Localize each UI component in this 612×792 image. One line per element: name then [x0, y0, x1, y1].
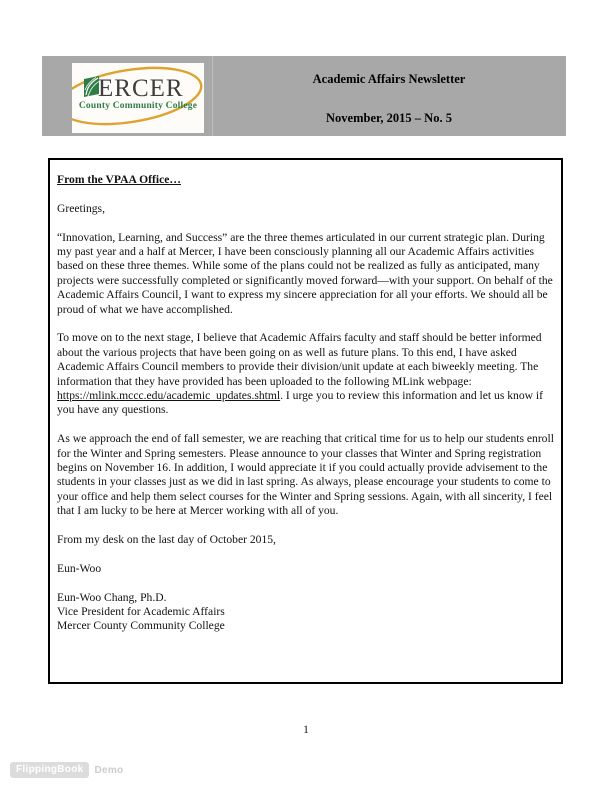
letter-content	[57, 173, 555, 634]
paragraph-2-text-before-link: To move on to the next stage, I believe that Academic Affairs faculty and staff should be better informed about the various projects that have been going on as well as future plans. To this end, I have asked Academic Affairs Council members to provide their division/unit update at each biweekly meeting. The information that they have provided has been uploaded to the following MLink webpage:	[57, 331, 542, 388]
letter-paragraph-3: As we approach the end of fall semester, we are reaching that critical time for us to help our students enroll for the Winter and Spring semesters. Please announce to your classes that Winter and Spring registration begins on November 16. In addition, I would appreciate it if you could actually provide advisement to the students in your classes just as we did in last spring. As always, please encourage your students to come to your office and help them select courses for the Winter and Spring sessions. Again, with all sincerity, I feel that I am lucky to be here at Mercer working with all of you.	[57, 432, 554, 518]
flippingbook-brand-badge[interactable]: FlippingBook	[10, 762, 89, 778]
paragraph-2-text-after-link: . I urge you to review this information and let us know if you have any questions.	[57, 389, 543, 417]
watermark-demo-label: Demo	[94, 764, 124, 776]
flippingbook-watermark[interactable]	[10, 762, 123, 778]
college-logo	[72, 63, 204, 133]
logo-tagline: County Community College	[78, 101, 198, 111]
letter-greeting: Greetings,	[57, 201, 105, 215]
signature-institution: Mercer County Community College	[57, 619, 225, 633]
newsletter-title: Academic Affairs Newsletter	[312, 72, 466, 86]
letter-box	[48, 158, 563, 684]
page-number: 1	[303, 722, 309, 736]
letter-heading: From the VPAA Office…	[57, 173, 181, 186]
letter-paragraph-2	[57, 331, 555, 417]
newsletter-issue-date: November, 2015 – No. 5	[326, 111, 452, 125]
newsletter-header	[42, 56, 566, 136]
letter-paragraph-1: “Innovation, Learning, and Success” are the three themes articulated in our current strategic plan. During my past year and a half at Mercer, I have been consciously planning all our Academic Affairs activities based on these three themes. While some of the plans could not be realized as fully as anticipated, many projects were successfully completed or significantly moved forward—with your support. On behalf of the Academic Affairs Council, I want to express my sincere appreciation for all your efforts. We should all be proud of what we have accomplished.	[57, 230, 553, 316]
mercer-logo-graphic	[72, 63, 204, 133]
letter-closing-line: From my desk on the last day of October 2015,	[57, 533, 276, 547]
letter-signoff-name: Eun-Woo	[57, 561, 102, 575]
signature-name: Eun-Woo Chang, Ph.D.	[57, 590, 167, 604]
signature-title: Vice President for Academic Affairs	[57, 605, 225, 619]
signature-block	[57, 591, 555, 634]
mlink-academic-updates-link[interactable]: https://mlink.mccc.edu/academic_updates.shtml	[57, 389, 281, 403]
header-text-cell	[212, 56, 566, 136]
logo-wordmark: ERCER	[98, 75, 184, 102]
